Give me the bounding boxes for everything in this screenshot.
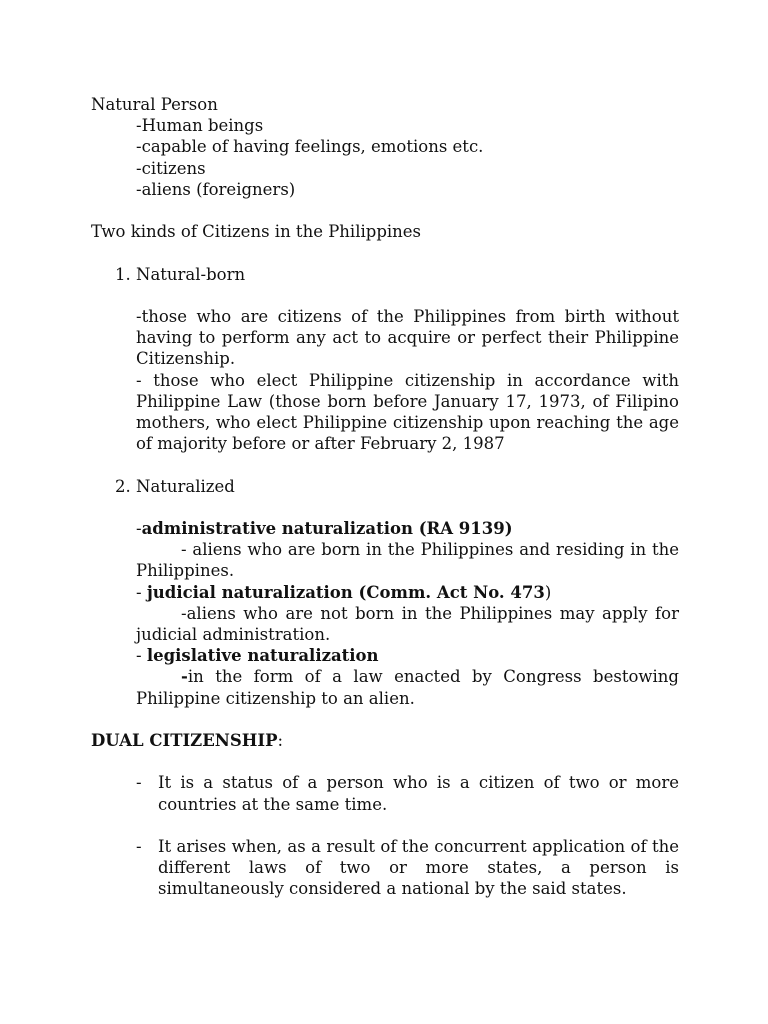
natural-person-item: -citizens: [136, 158, 206, 178]
dash-prefix: -: [136, 646, 147, 666]
administrative-title: administrative naturalization (RA 9139): [141, 518, 513, 538]
dash-prefix: -: [136, 582, 147, 602]
bullet-text: It is a status of a person who is a citizen of two or more countries at the same time.: [158, 773, 679, 814]
naturalized-label: Naturalized: [136, 476, 235, 496]
administrative-desc: - aliens who are born in the Philippines and residing in the Philippines.: [136, 540, 679, 581]
natural-born-paragraph: - those who elect Philippine citizenship in accordance with Philippine Law (those born before January 17, 1973, of Filipino mothers, who elect Philippine citizenship upon reaching the age of majority before or after February 2, 1987: [136, 370, 679, 454]
dual-bullet: [136, 772, 679, 814]
natural-born-item: [115, 264, 679, 285]
document-page: [91, 94, 679, 900]
natural-person-item: -Human beings: [136, 116, 264, 136]
colon: :: [277, 731, 284, 750]
legislative-desc: [136, 666, 679, 708]
citizens-heading: Two kinds of Citizens in the Philippines: [91, 222, 422, 242]
bullet-dash: -: [136, 836, 142, 856]
list-number: 2.: [115, 476, 131, 496]
dual-citizenship-heading: [91, 730, 679, 751]
natural-person-item: -capable of having feelings, emotions etc.: [136, 137, 484, 157]
dash-prefix: -: [181, 667, 188, 687]
judicial-desc: -aliens who are not born in the Philippines may apply for judicial administration.: [136, 603, 679, 644]
dual-bullet: [136, 836, 679, 900]
legislative-naturalization-title: [136, 645, 679, 666]
natural-person-heading: Natural Person: [91, 95, 218, 114]
naturalized-item: [115, 476, 679, 497]
natural-born-paragraph: -those who are citizens of the Philippines from birth without having to perform any act to acquire or perfect their Philippine Citizenship.: [136, 306, 679, 369]
dash-prefix: -: [136, 518, 142, 538]
legislative-title: legislative naturalization: [146, 646, 379, 666]
bullet-dash: -: [136, 773, 142, 793]
dual-title: DUAL CITIZENSHIP: [91, 731, 278, 750]
judicial-naturalization-title: [136, 582, 679, 603]
natural-person-item: -aliens (foreigners): [136, 179, 296, 199]
legislative-desc-text: in the form of a law enacted by Congress bestowing Philippine citizenship to an alien.: [136, 667, 679, 708]
natural-born-label: Natural-born: [136, 264, 246, 284]
paren-suffix: ): [544, 582, 552, 602]
list-number: 1.: [115, 264, 131, 284]
administrative-naturalization-title: [136, 518, 679, 539]
bullet-text: It arises when, as a result of the concurrent application of the different laws of two or more states, a person is simultaneously considered a national by the said states.: [158, 836, 679, 899]
judicial-title: judicial naturalization (Comm. Act No. 473: [146, 582, 545, 602]
